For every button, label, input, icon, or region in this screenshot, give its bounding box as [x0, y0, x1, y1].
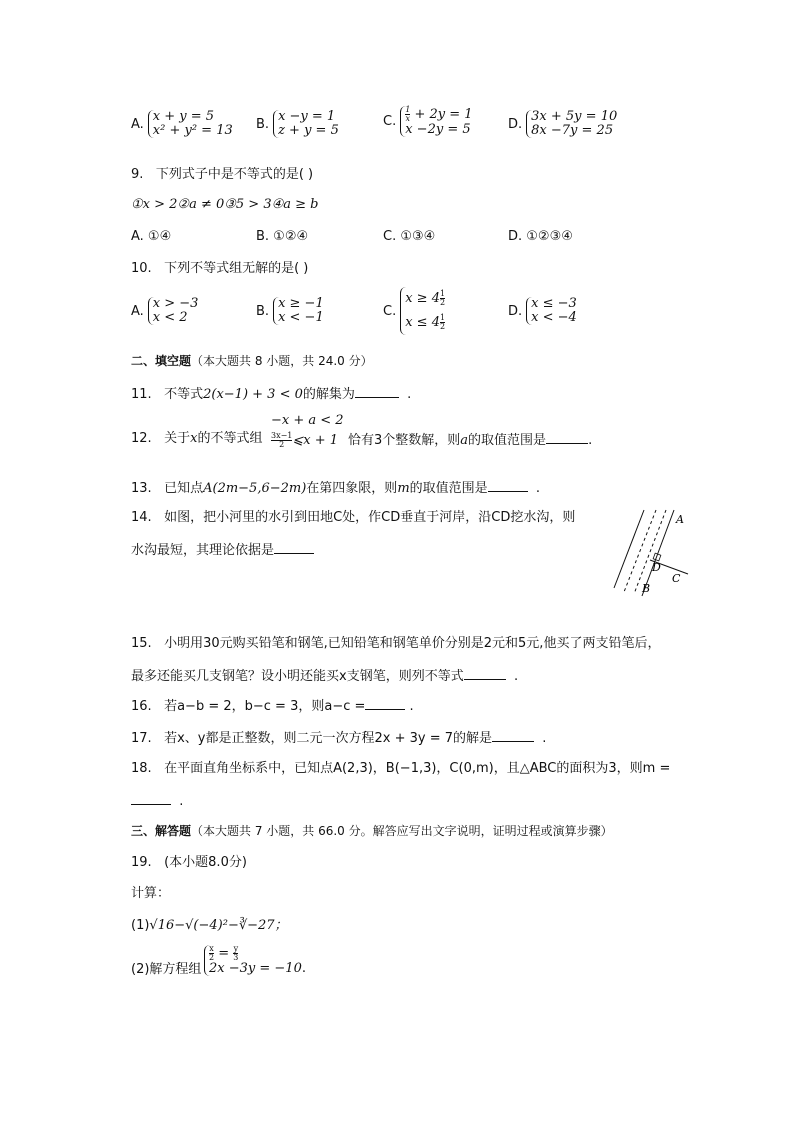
fig-label-d: D	[652, 561, 661, 574]
q10-option-a	[131, 297, 198, 325]
q12	[131, 431, 262, 447]
math-var: m	[397, 481, 410, 496]
question-number: 13.	[131, 481, 152, 496]
question-text: 若x、y都是正整数，则二元一次方程2x + 3y = 7的解是	[164, 731, 492, 746]
q8-option-d	[508, 110, 617, 138]
option-label: B.	[256, 303, 270, 319]
question-text: 若a−b = 2，b−c = 3，则a−c =	[164, 699, 366, 714]
option-label: C.	[383, 303, 397, 319]
system-line: x < −1	[278, 310, 324, 325]
q13	[131, 479, 540, 497]
q12-tail	[348, 431, 592, 449]
system-line: x > −3	[152, 296, 199, 311]
equation-system	[526, 110, 617, 138]
option-label: D.	[508, 303, 523, 319]
q8-option-b	[256, 110, 339, 138]
option-label: A.	[131, 116, 144, 132]
fig-label-c: C	[672, 572, 681, 585]
equation-system	[273, 110, 339, 138]
q19-part1	[131, 918, 288, 934]
river-diagram	[606, 508, 692, 598]
q14-line2	[131, 541, 314, 559]
system-line: $\frac{1}{x}$ + 2y = 1	[405, 105, 473, 123]
question-number: 10.	[131, 261, 152, 276]
q10-option-c	[383, 287, 445, 335]
system-line: x ≤ −3	[531, 296, 577, 311]
fig-label-a: A	[676, 513, 684, 526]
math-var: a	[460, 433, 469, 448]
system-line: x < −4	[531, 310, 577, 325]
q9-items: ①x > 2②a ≠ 0③5 > 3④a ≥ b	[131, 197, 319, 212]
q8-option-a	[131, 110, 233, 138]
system-line: z + y = 5	[278, 123, 339, 138]
q15-line2	[131, 667, 518, 685]
answer-blank[interactable]	[365, 697, 405, 710]
system-line: x ≥ −1	[278, 296, 324, 311]
fig-label-b: B	[642, 582, 651, 595]
equation-system	[148, 110, 233, 138]
q18-line1	[131, 761, 670, 777]
q16	[131, 697, 414, 715]
period: .	[407, 387, 412, 402]
q18-line2	[131, 792, 183, 810]
question-text: 如图，把小河里的水引到田地C处，作CD垂直于河岸，沿CD挖水沟，则	[164, 510, 576, 525]
answer-blank[interactable]	[492, 729, 534, 742]
question-text: 下列不等式组无解的是( )	[164, 261, 309, 276]
system-line: $\frac{3x-1}{2}$ ⩽x + 1	[271, 431, 339, 449]
option-label: C.	[383, 114, 397, 129]
q10-option-d	[508, 297, 577, 325]
math-expression: √16−√(−4)²−∛−27；	[149, 918, 288, 933]
q19-part2	[131, 962, 201, 978]
math-expression: A(2m−5,6−2m)	[203, 481, 307, 496]
q19-system	[204, 945, 306, 976]
system-line: 2x −3y = −10.	[209, 961, 306, 976]
inequality-system	[148, 297, 199, 325]
section-heading: 二、填空题	[131, 354, 192, 368]
answer-blank[interactable]	[274, 541, 314, 554]
inequality-system	[273, 297, 324, 325]
question-number: 18.	[131, 761, 152, 776]
question-number: 11.	[131, 387, 152, 402]
q12-system	[271, 414, 344, 449]
question-number: 17.	[131, 731, 152, 746]
answer-blank[interactable]	[464, 667, 506, 680]
answer-blank[interactable]	[546, 431, 588, 444]
system-line: 3x + 5y = 10	[531, 109, 618, 124]
q9-option-a: A. ①④	[131, 229, 172, 244]
q11	[131, 385, 411, 403]
q9-option-d: D. ①②③④	[508, 229, 573, 244]
question-text: 不等式	[164, 387, 204, 402]
question-text: 的取值范围是	[409, 481, 488, 496]
q9-option-c: C. ①③④	[383, 229, 436, 244]
period: .	[535, 481, 541, 496]
option-label: D.	[508, 116, 523, 132]
system-line: $\frac{x}{2}$ = $\frac{y}{3}$	[209, 944, 239, 962]
fraction: $\frac{1}{x}$	[405, 105, 411, 123]
option-label: B.	[256, 116, 270, 132]
system-line: 8x −7y = 25	[531, 123, 614, 138]
question-text: 小明用30元购买铅笔和钢笔,已知铅笔和钢笔单价分别是2元和5元,他买了两支铅笔后，	[164, 636, 661, 651]
question-number: 9.	[131, 167, 144, 182]
option-label: A.	[131, 303, 144, 319]
question-text: 的解集为	[302, 387, 355, 402]
period: .	[409, 699, 414, 714]
system-line: x + y = 5	[152, 109, 215, 124]
question-text: 在平面直角坐标系中，已知点A(2,3)，B(−1,3)，C(0,m)，且△ABC的面积为3，则m =	[164, 761, 671, 776]
system-line: x −2y = 5	[405, 122, 471, 137]
question-text: 关于	[164, 431, 191, 446]
question-text: 水沟最短，其理论依据是	[131, 543, 275, 558]
q15-line1	[131, 636, 660, 652]
equation-system	[400, 106, 472, 137]
answer-blank[interactable]	[355, 385, 399, 398]
answer-blank[interactable]	[131, 792, 171, 805]
system-line: x < 2	[152, 310, 188, 325]
inequality-system	[400, 287, 445, 335]
score-note: (本小题8.0分)	[164, 855, 247, 870]
part-label: (1)	[131, 918, 150, 933]
question-text: 下列式子中是不等式的是( )	[155, 167, 314, 182]
system-line: x ≥ 4 $\frac{1}{2}$	[405, 289, 446, 307]
period: .	[542, 731, 547, 746]
part-label: (2)解方程组	[131, 962, 202, 977]
section-title-answer	[131, 822, 613, 839]
system-line: x −y = 1	[278, 109, 336, 124]
q19-header	[131, 855, 247, 871]
question-number: 15.	[131, 636, 152, 651]
q9-option-b: B. ①②④	[256, 229, 309, 244]
q8-option-c	[383, 106, 473, 137]
question-number: 12.	[131, 431, 152, 446]
question-text: 的不等式组	[197, 431, 263, 446]
question-number: 19.	[131, 855, 152, 870]
period: .	[588, 433, 593, 448]
q17	[131, 729, 546, 747]
answer-blank[interactable]	[488, 479, 528, 492]
system-line: −x + a < 2	[271, 413, 344, 428]
section-meta: （本大题共 7 小题，共 66.0 分。解答应写出文字说明，证明过程或演算步骤）	[191, 824, 613, 838]
math-expression: 2(x−1) + 3 < 0	[203, 387, 303, 402]
question-number: 14.	[131, 510, 152, 525]
question-number: 16.	[131, 699, 152, 714]
q9-stem	[131, 167, 313, 183]
period: .	[179, 794, 184, 809]
question-text: 在第四象限，则	[306, 481, 398, 496]
q14-line1	[131, 510, 575, 526]
inequality-system	[526, 297, 577, 325]
equation-system	[204, 945, 306, 976]
section-title-fill-in	[131, 352, 373, 369]
math-var: x	[190, 431, 198, 446]
q19-instruction: 计算：	[131, 886, 171, 901]
system-line: x² + y² = 13	[152, 123, 233, 138]
question-text: 最多还能买几支钢笔？设小明还能买x支钢笔，则列不等式	[131, 669, 464, 684]
question-text: 的取值范围是	[468, 433, 547, 448]
question-text: 恰有3个整数解，则	[348, 433, 461, 448]
section-meta: （本大题共 8 小题，共 24.0 分）	[191, 354, 373, 368]
q10-stem	[131, 261, 308, 277]
system-line: x ≤ 4 $\frac{1}{2}$	[405, 313, 446, 331]
period: .	[513, 669, 519, 684]
q10-option-b	[256, 297, 324, 325]
section-heading: 三、解答题	[131, 824, 192, 838]
question-text: 已知点	[164, 481, 204, 496]
